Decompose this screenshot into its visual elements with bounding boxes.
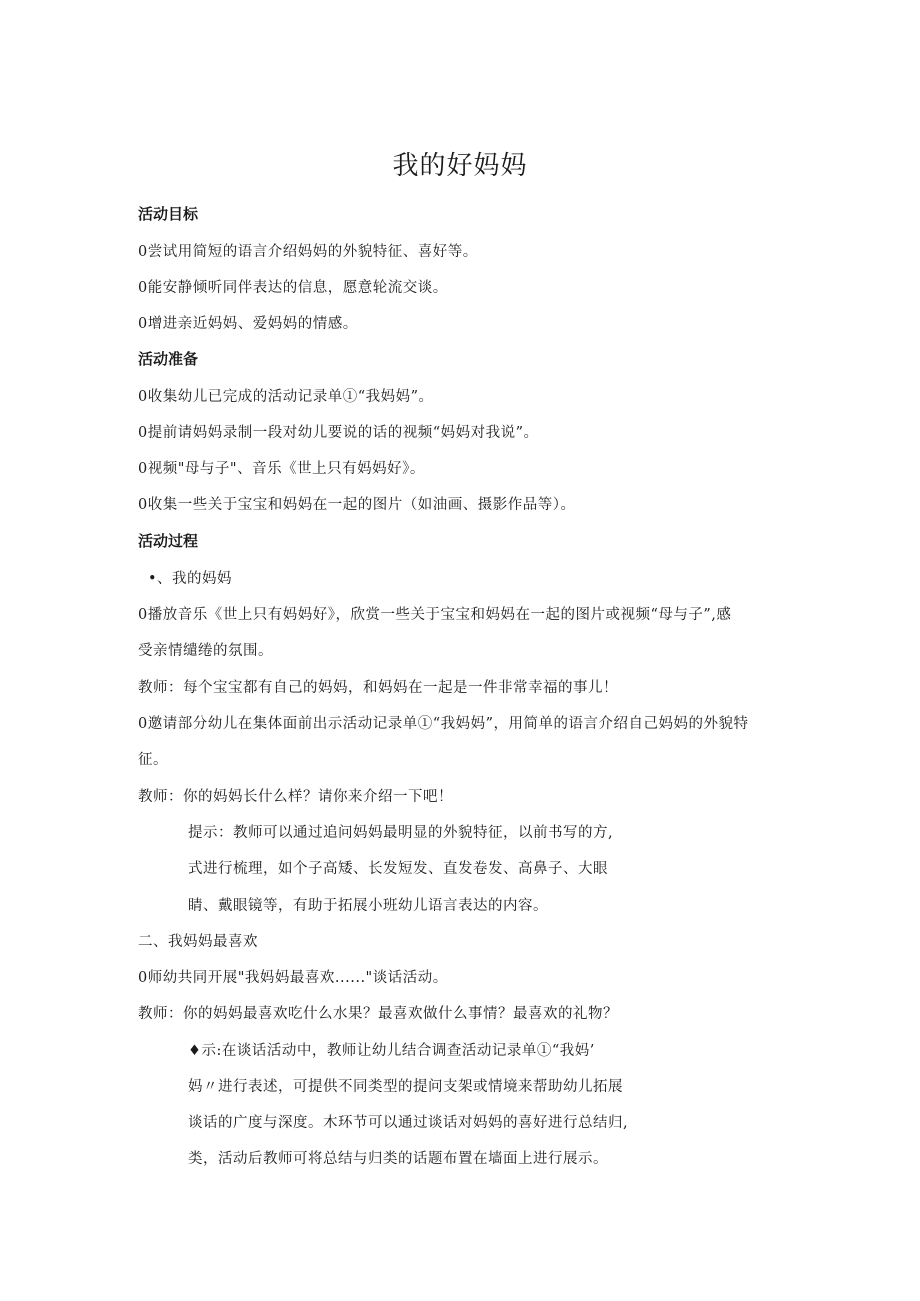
part2-title: 二、我妈妈最喜欢 bbox=[138, 934, 258, 950]
prep-item: 0收集一些关于宝宝和妈妈在一起的图片（如油画、摄影作品等）。 bbox=[138, 497, 576, 513]
process-line: 教师：你的妈妈最喜欢吃什么水果？最喜欢做什么事情？最喜欢的礼物？ bbox=[138, 1006, 618, 1022]
process-line: 0播放音乐《世上只有妈妈好》，欣赏一些关于宝宝和妈妈在一起的图片或视频“母与子”,感 bbox=[138, 607, 732, 623]
goal-item: 0尝试用简短的语言介绍妈妈的外貌特征、喜好等。 bbox=[138, 244, 478, 260]
goal-item: 0增进亲近妈妈、爱妈妈的情感。 bbox=[138, 316, 358, 332]
page-title: 我的好妈妈 bbox=[392, 151, 528, 181]
process-line: 征。 bbox=[138, 752, 168, 768]
tip-line: 类，活动后教师可将总结与归类的话题布置在墙面上进行展示。 bbox=[188, 1151, 608, 1167]
tip-line: 谈话的广度与深度。木环节可以通过谈话对妈妈的喜好进行总结归, bbox=[188, 1115, 629, 1131]
tip-line: ♦示:在谈话活动中，教师让幼儿结合调查活动记录单①“我妈’ bbox=[188, 1043, 595, 1059]
tip-line: 妈〃进行表述，可提供不同类型的提问支架或情境来帮助幼儿拓展 bbox=[188, 1079, 623, 1095]
process-line: 受亲情缱绻的氛围。 bbox=[138, 643, 273, 659]
prep-item: 0收集幼儿已完成的活动记录单①“我妈妈”。 bbox=[138, 389, 434, 405]
section-heading-goals: 活动目标 bbox=[138, 205, 199, 223]
tip-line: 式进行梳理，如个子高矮、长发短发、直发卷发、高鼻子、大眼 bbox=[188, 861, 608, 877]
tip-line: 提示：教师可以通过追问妈妈最明显的外貌特征，以前书写的方, bbox=[188, 825, 614, 841]
section-heading-process: 活动过程 bbox=[138, 532, 199, 550]
process-line: 0邀请部分幼儿在集体面前出示活动记录单①“我妈妈”，用简单的语言介绍自己妈妈的外貌特 bbox=[138, 716, 749, 732]
process-line: 教师：每个宝宝都有自己的妈妈，和妈妈在一起是一件非常幸福的事儿！ bbox=[138, 680, 618, 696]
goal-item: 0能安静倾听同伴表达的信息，愿意轮流交谈。 bbox=[138, 280, 448, 296]
tip-line: 睛、戴眼镜等，有助于拓展小班幼儿语言表达的内容。 bbox=[188, 898, 548, 914]
process-line: 0师幼共同开展"我妈妈最喜欢......"谈话活动。 bbox=[138, 970, 448, 986]
prep-item: 0提前请妈妈录制一段对幼儿要说的话的视频“妈妈对我说”。 bbox=[138, 425, 539, 441]
part1-title: •、我的妈妈 bbox=[148, 571, 233, 587]
prep-item: 0视频"母与子"、音乐《世上只有妈妈好》。 bbox=[138, 461, 425, 477]
process-line: 教师：你的妈妈长什么样？请你来介绍一下吧！ bbox=[138, 789, 453, 805]
section-heading-prep: 活动准备 bbox=[138, 350, 199, 368]
